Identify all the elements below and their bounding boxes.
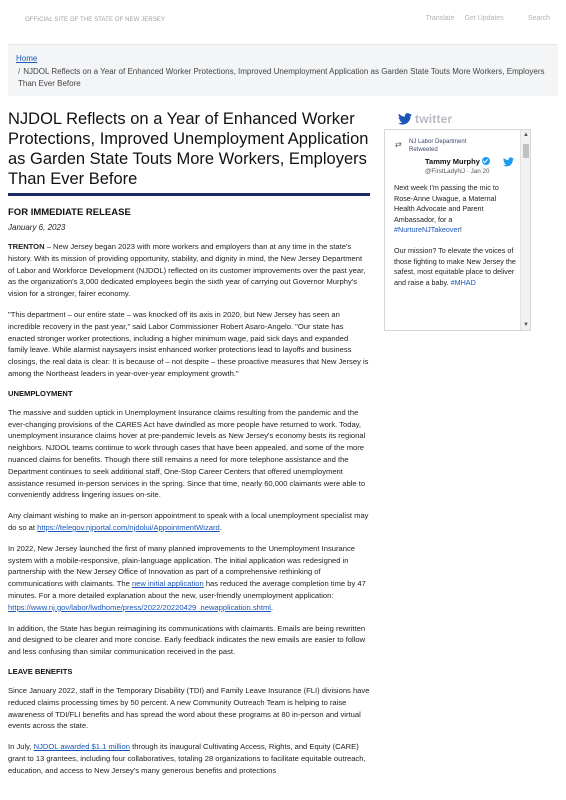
period: .: [219, 522, 222, 532]
period: .: [271, 602, 274, 612]
paragraph-care-text-b: through its inaugural Cultivating Access, Rights, and Equity (CARE) grant to 13 grantees, including four collaboratives, totaling 28 organizations to facilitate equitable outreach, education, and access to New Jersey's many generous benefits and protections: [8, 742, 366, 775]
paragraph-appointment-text: Any claimant wishing to make an in-person appointment to speak with a local unemployment specialist may do so at: [8, 511, 369, 532]
breadcrumb: [8, 44, 558, 96]
search-link[interactable]: Search: [527, 15, 550, 22]
top-bar: [0, 0, 566, 40]
retweet-icon: ⇄: [395, 140, 402, 149]
breadcrumb-current-label: NJDOL Reflects on a Year of Enhanced Worker Protections, Improved Unemployment Application as Garden State Touts More Workers, Employers Than Ever Before: [18, 67, 545, 88]
paragraph-unemployment: The massive and sudden uptick in Unemployment Insurance claims resulting from the pandemic and the ever-changing provisions of the CARES Act have dwindled as more people have returned to work. Today, unemployment insurance claims hover at pre-pandemic levels as New Jersey's economy bests its regional neighbors. NJDOL teams continue to work through cases that have been appealed, and some of the more nuanced claims for benefits. Though there still remains a need for more telephone assistance and the Department continues to seek additional staff, One-Stop Career Centers that offered unemployment assistance resumed in-person services in the spring. Since that time, nearly 60,000 claimants were able to conveniently address lingering issues on-site.: [8, 407, 366, 500]
retweet-attribution: [409, 138, 466, 154]
breadcrumb-home-link[interactable]: Home: [16, 54, 38, 63]
tweet-author[interactable]: [425, 157, 490, 166]
paragraph-application-text-a: In 2022, New Jersey launched the first of many planned improvements to the Unemployment Insurance system with a mobile-responsive, plain-language application. The initial application was redesigned in partnership with the New Jersey Office of Innovation as part of a comprehensive rethinking of communications with claimants. The: [8, 543, 355, 589]
dateline: TRENTON: [8, 242, 45, 251]
tweet-handle-line: [425, 168, 490, 175]
tweet-text-2: Our mission? To elevate the voices of those fighting to make New Jersey the safest, most equitable place to deliver and raise a baby.: [394, 245, 516, 287]
paragraph-application: [8, 543, 370, 614]
breadcrumb-separator: /: [18, 67, 21, 76]
paragraph-application-text-b: has reduced the average completion time by 47 minutes. For a more detailed explanation about the new, user-friendly unemployment application:: [8, 579, 366, 600]
hashtag-nurturenjtakeover-link[interactable]: #NurtureNJTakeover: [394, 225, 460, 235]
paragraph-quote: "This department – our entire state – was knocked off its axis in 2020, but New Jersey has seen an incredible recovery in the past year," said Labor Commissioner Robert Asaro-Angelo. "Our state has enacted stronger worker protections, including a higher minimum wage, paid sick days and expanded family leave. While alarmist naysayers insist enhanced worker protections lead to layoffs and business closings, the real data is clear: It is because of – not despite – these proactive measures that New Jersey is among the Northeast leaders in year-over-year employment growth.": [8, 309, 369, 378]
hashtag-mhad-link[interactable]: #MHAD: [450, 277, 476, 287]
section-heading-leave-benefits: LEAVE BENEFITS: [8, 666, 73, 676]
tweet-paragraph-gap: [394, 236, 519, 246]
twitter-header[interactable]: [398, 112, 452, 126]
retweeted-label: Retweeted: [409, 147, 438, 153]
retweeted-by[interactable]: NJ Labor Department: [409, 139, 467, 145]
section-heading-unemployment: UNEMPLOYMENT: [8, 388, 73, 398]
official-site-label: OFFICIAL SITE OF THE STATE OF NEW JERSEY: [25, 17, 166, 23]
twitter-scrollbar[interactable]: [520, 130, 530, 330]
article: [8, 109, 370, 776]
tweet-text-1-end: !: [459, 225, 462, 235]
paragraph-leave: Since January 2022, staff in the Temporary Disability (TDI) and Family Leave Insurance (FLI) divisions have reduced claims processing times by 50 percent. A new Community Outreach Team is helping to raise awareness of TDI/FLI benefits and has spread the word about these programs at 80 in-person and virtual events across the state.: [8, 685, 370, 731]
tweet-twitter-icon[interactable]: [503, 157, 514, 167]
paragraph-care-grant: [8, 741, 370, 776]
tweet-date[interactable]: Jan 20: [470, 168, 490, 175]
tweet-dot: ·: [466, 168, 469, 175]
twitter-timeline[interactable]: [384, 129, 531, 331]
tweet-handle[interactable]: @FirstLadyNJ: [425, 168, 465, 175]
new-initial-application-link[interactable]: new initial application: [131, 579, 204, 589]
appointment-wizard-link[interactable]: https://telegov.njportal.com/njdolui/AppointmentWizard: [37, 522, 220, 532]
new-application-press-link[interactable]: https://www.nj.gov/labor/lwdhome/press/2022/20220429_newapplication.shtml: [8, 602, 271, 612]
tweet-text-1: Next week I'm passing the mic to Rose-Anne Uwague, a Maternal Health Advocate and Parent Ambassador, for a: [394, 183, 499, 224]
paragraph-care-text-a: In July,: [8, 742, 34, 752]
scroll-down-arrow-icon[interactable]: ▼: [523, 322, 529, 328]
translate-link[interactable]: Translate: [425, 15, 455, 22]
tweet-body: [394, 183, 519, 288]
release-date: January 6, 2023: [8, 223, 66, 232]
paragraph-intro: [8, 241, 370, 300]
tweet-author-name: Tammy Murphy: [425, 157, 480, 166]
paragraph-appointment: [8, 510, 370, 534]
scroll-up-arrow-icon[interactable]: ▲: [523, 132, 529, 138]
paragraph-intro-text: – New Jersey began 2023 with more workers and employers than at any time in the state's history. With its mission of providing opportunity, stability, and dignity in mind, the New Jersey Department of Labor and Workforce Development (NJDOL) reflected on its customer improvements over the past year, as the organization's 3,000 dedicated employees begin the sixth year of carrying out Governor Murphy's vision for a stronger, fairer economy.: [8, 242, 366, 299]
twitter-label: twitter: [415, 112, 453, 126]
header-tools: [426, 15, 550, 22]
page-title: NJDOL Reflects on a Year of Enhanced Worker Protections, Improved Unemployment Application as Garden State Touts More Workers, Employers Than Ever Before: [8, 109, 370, 196]
care-grant-link[interactable]: NJDOL awarded $1.1 million: [33, 742, 130, 752]
twitter-bird-icon: [398, 113, 412, 125]
verified-badge-icon: [482, 157, 490, 165]
breadcrumb-current: [18, 66, 553, 89]
release-label: FOR IMMEDIATE RELEASE: [8, 207, 131, 218]
paragraph-communications: In addition, the State has begun reimagining its communications with claimants. Emails are being rewritten and designed to be clearer and more concise. Early feedback indicates the new emails are easier to follow and less confusing than similar communication received in the past.: [8, 623, 366, 657]
get-updates-link[interactable]: Get Updates: [464, 15, 504, 22]
scrollbar-thumb[interactable]: [523, 144, 529, 158]
